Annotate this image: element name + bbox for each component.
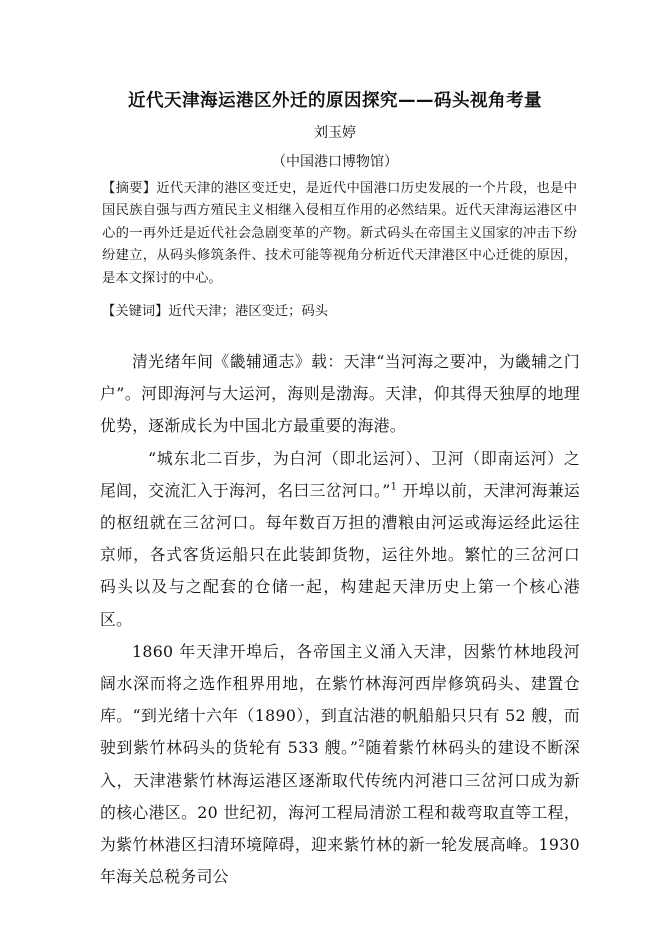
- author-name: 刘玉婷: [314, 125, 356, 141]
- paragraph-3-text-b: 随着紫竹林码头的建设不断深入，天津港紫竹林海运港区逐渐取代传统内河港口三岔河口成为新的核心港区。20 世纪初，海河工程局清淤工程和裁弯取直等工程，为紫竹林港区扫清环境障碍，迎来紫竹林的新一轮发展高峰。1930 年海关总税务司公: [100, 738, 580, 887]
- paragraph-1: 清光绪年间《畿辅通志》载：天津“当河海之要冲，为畿辅之门户”。河即海河与大运河，海则是渤海。天津，仰其得天独厚的地理优势，逐渐成长为中国北方最重要的海港。: [100, 352, 580, 436]
- paragraph-3: [100, 636, 580, 894]
- abstract: [102, 178, 577, 290]
- paper-title: 近代天津海运港区外迁的原因探究——码头视角考量: [128, 91, 542, 111]
- footnote-ref-1[interactable]: 1: [390, 481, 398, 493]
- abstract-label: 【摘要】: [102, 181, 157, 196]
- author-affiliation: （中国港口博物馆）: [272, 154, 398, 170]
- keywords-text: 近代天津；港区变迁；码头: [168, 304, 329, 319]
- body-text: [100, 346, 580, 893]
- keywords-label: 【关键词】: [102, 304, 169, 319]
- paragraph-3-text-a: 1860 年天津开埠后，各帝国主义涌入天津，因紫竹林地段河阔水深而将之选作租界用地，在紫竹林海河西岸修筑码头、建置仓库。“到光绪十六年（1890），到直沽港的帆船船只只有 52 艘，而驶到紫竹林码头的货轮有 533 艘。”: [100, 641, 580, 758]
- abstract-text: 近代天津的港区变迁史，是近代中国港口历史发展的一个片段，也是中国民族自强与西方殖民主义相继入侵相互作用的必然结果。近代天津海运港区中心的一再外迁是近代社会急剧变革的产物。新式码头在帝国主义国家的冲击下纷纷建立，从码头修筑条件、技术可能等视角分析近代天津港区中心迁徙的原因，是本文探讨的中心。: [102, 181, 578, 286]
- footnote-ref-2[interactable]: 2: [358, 739, 365, 751]
- keywords: [102, 301, 577, 323]
- paragraph-2-text: 开埠以前，天津河海兼运的枢纽就在三岔河口。每年数百万担的漕粮由河运或海运经此运往京师，各式客货运船只在此装卸货物，运往外地。繁忙的三岔河口码头以及与之配套的仓储一起，构建起天津历史上第一个核心港区。: [100, 480, 580, 629]
- paragraph-2-quote: “城东北二百步，为白河（即北运河）、卫河（即南运河）之尾闾，交流汇入于海河，名曰三岔河口。”: [100, 448, 580, 500]
- paragraph-2: [100, 443, 580, 636]
